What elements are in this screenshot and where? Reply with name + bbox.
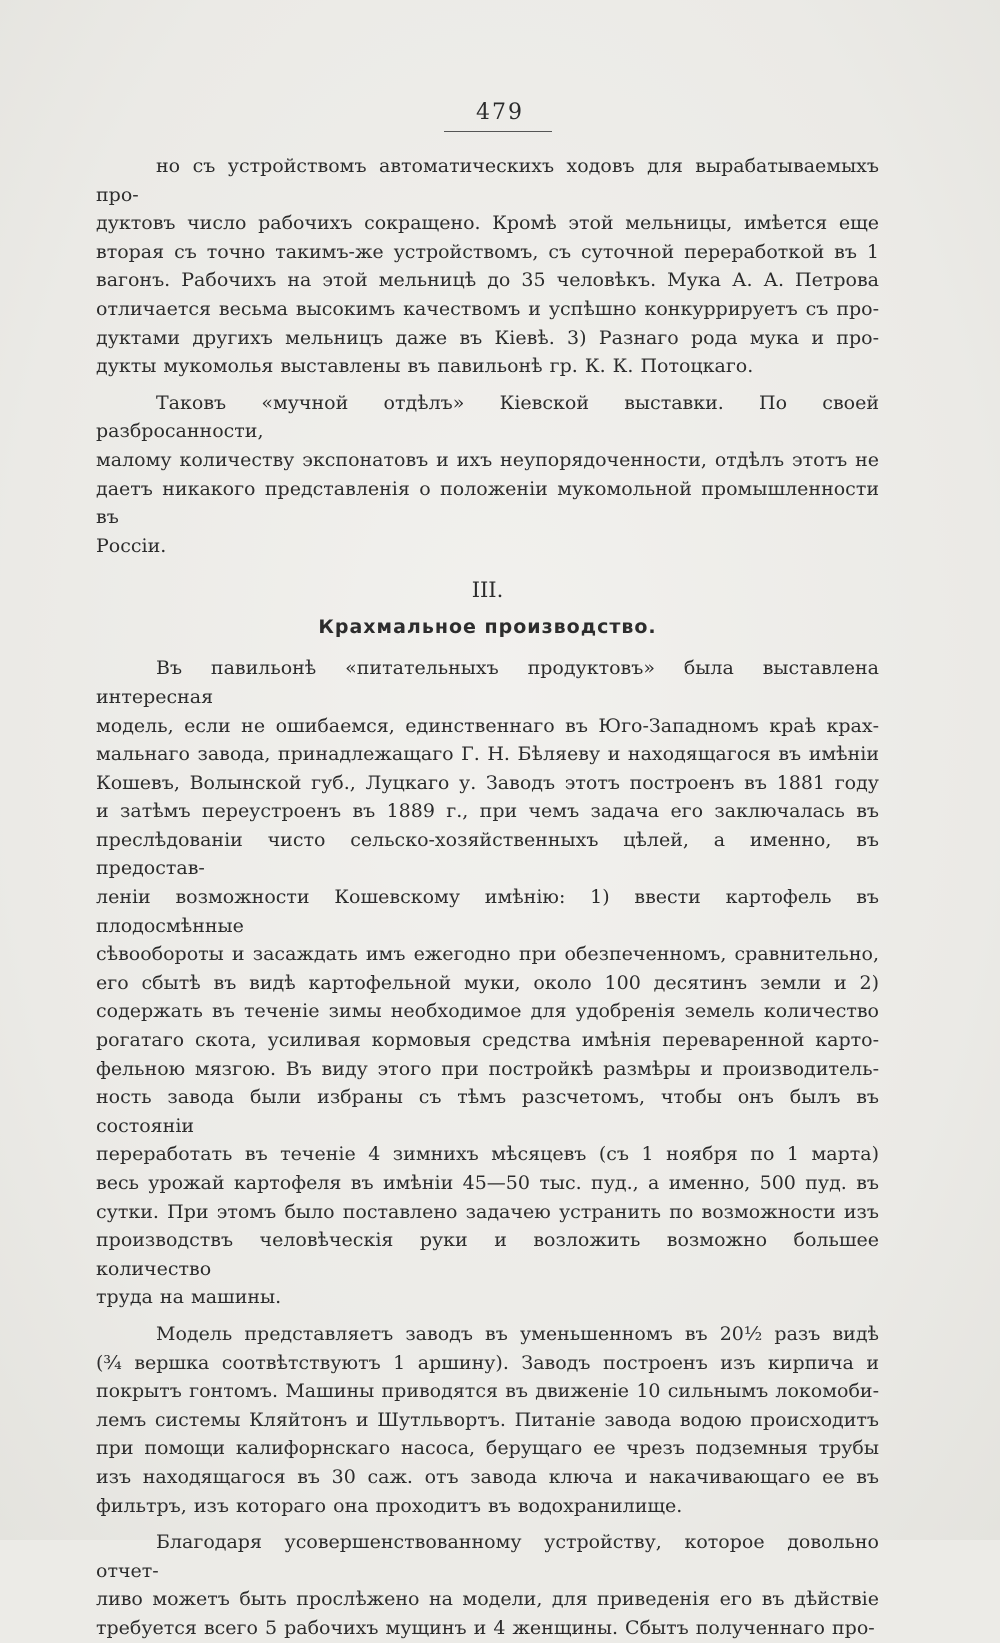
text-line: сѣвообороты и засаждать имъ ежегодно при обезпеченномъ, сравнительно, xyxy=(96,943,879,966)
text-line: вторая съ точно такимъ-же устройствомъ, съ суточной переработкой въ 1 xyxy=(96,240,879,263)
text-line: малому количеству экспонатовъ и ихъ неупорядоченности, отдѣлъ этотъ не xyxy=(96,448,879,471)
text-line: при помощи калифорнскаго насоса, берущаго ее чрезъ подземныя трубы xyxy=(96,1437,879,1460)
text-line: Благодаря усовершенствованному устройству, которое довольно отчет- xyxy=(96,1531,879,1582)
text-line: ность завода были избраны съ тѣмъ разсчетомъ, чтобы онъ былъ въ состояніи xyxy=(96,1086,879,1137)
text-line: Кошевъ, Волынской губ., Луцкаго у. Заводъ этотъ построенъ въ 1881 году xyxy=(96,771,879,794)
text-line: леніи возможности Кошевскому имѣнію: 1) ввести картофель въ плодосмѣнные xyxy=(96,886,879,937)
text-line: изъ находящагося въ 30 саж. отъ завода ключа и накачивающаго ее въ xyxy=(96,1465,879,1488)
section-title: Крахмальное производство. xyxy=(318,616,657,639)
section-number: III. xyxy=(471,578,504,603)
text-line: содержать въ теченіе зимы необходимое для удобренія земель количество xyxy=(96,1000,879,1023)
text-line: весь урожай картофеля въ имѣніи 45—50 тыс. пуд., а именно, 500 пуд. въ xyxy=(96,1172,879,1194)
text-line: рогатаго скота, усиливая кормовыя средства имѣнія переваренной карто- xyxy=(96,1029,879,1052)
page-number: 479 xyxy=(476,100,524,125)
page-number-rule xyxy=(444,131,552,132)
text-line: отличается весьма высокимъ качествомъ и успѣшно конкуррируетъ съ про- xyxy=(96,297,879,320)
text-line: сутки. При этомъ было поставлено задачею устранить по возможности изъ xyxy=(96,1200,879,1223)
bottom-paragraphs xyxy=(96,654,879,1642)
top-paragraphs xyxy=(96,152,879,560)
text-line: но съ устройствомъ автоматическихъ ходовъ для вырабатываемыхъ про- xyxy=(96,155,879,206)
text-line: требуется всего 5 рабочихъ мущинъ и 4 женщины. Сбытъ полученнаго про- xyxy=(96,1616,875,1639)
text-line: ливо можетъ быть прослѣжено на модели, для приведенія его въ дѣйствіе xyxy=(96,1588,879,1611)
text-line: труда на машины. xyxy=(96,1286,282,1309)
text-line: дукты мукомолья выставлены въ павильонѣ гр. К. К. Потоцкаго. xyxy=(96,355,754,378)
text-line: его сбытѣ въ видѣ картофельной муки, около 100 десятинъ земли и 2) xyxy=(96,971,879,994)
text-line: фильтръ, изъ котораго она проходитъ въ водохранилище. xyxy=(96,1494,683,1517)
text-line: Россіи. xyxy=(96,534,167,557)
text-line: мальнаго завода, принадлежащаго Г. Н. Бѣляеву и находящагося въ имѣніи xyxy=(96,743,879,766)
text-line: лемъ системы Кляйтонъ и Шутльвортъ. Питаніе завода водою происходитъ xyxy=(96,1408,879,1431)
page-body xyxy=(96,152,879,1643)
text-line: дуктовъ число рабочихъ сокращено. Кромѣ этой мельницы, имѣется еще xyxy=(96,212,879,235)
text-line: покрытъ гонтомъ. Машины приводятся въ движеніе 10 сильнымъ локомоби- xyxy=(96,1380,879,1403)
text-line: Модель представляетъ заводъ въ уменьшенномъ въ 20½ разъ видѣ xyxy=(156,1322,879,1345)
text-line: преслѣдованіи чисто сельско-хозяйственныхъ цѣлей, а именно, въ предостав- xyxy=(96,828,879,880)
text-line: Въ павильонѣ «питательныхъ продуктовъ» была выставлена интересная xyxy=(96,657,879,708)
text-line: вагонъ. Рабочихъ на этой мельницѣ до 35 человѣкъ. Мука А. А. Петрова xyxy=(96,269,879,292)
text-line: Таковъ «мучной отдѣлъ» Кіевской выставки. По своей разбросанности, xyxy=(96,391,879,443)
text-line: фельною мязгою. Въ виду этого при постройкѣ размѣры и производитель- xyxy=(96,1057,879,1080)
text-line: и затѣмъ переустроенъ въ 1889 г., при чемъ задача его заключалась въ xyxy=(96,800,879,823)
text-line: переработать въ теченіе 4 зимнихъ мѣсяцевъ (съ 1 ноября по 1 марта) xyxy=(96,1143,879,1166)
text-line: производствъ человѣческія руки и возложить возможно большее количество xyxy=(96,1229,879,1280)
text-line: (¾ вершка соотвѣтствуютъ 1 аршину). Заводъ построенъ изъ кирпича и xyxy=(96,1351,879,1374)
text-line: даетъ никакого представленія о положеніи мукомольной промышленности въ xyxy=(96,477,879,529)
text-line: дуктами другихъ мельницъ даже въ Кіевѣ. 3) Разнаго рода мука и про- xyxy=(96,326,879,349)
text-line: модель, если не ошибаемся, единственнаго въ Юго-Западномъ краѣ крах- xyxy=(96,714,879,737)
